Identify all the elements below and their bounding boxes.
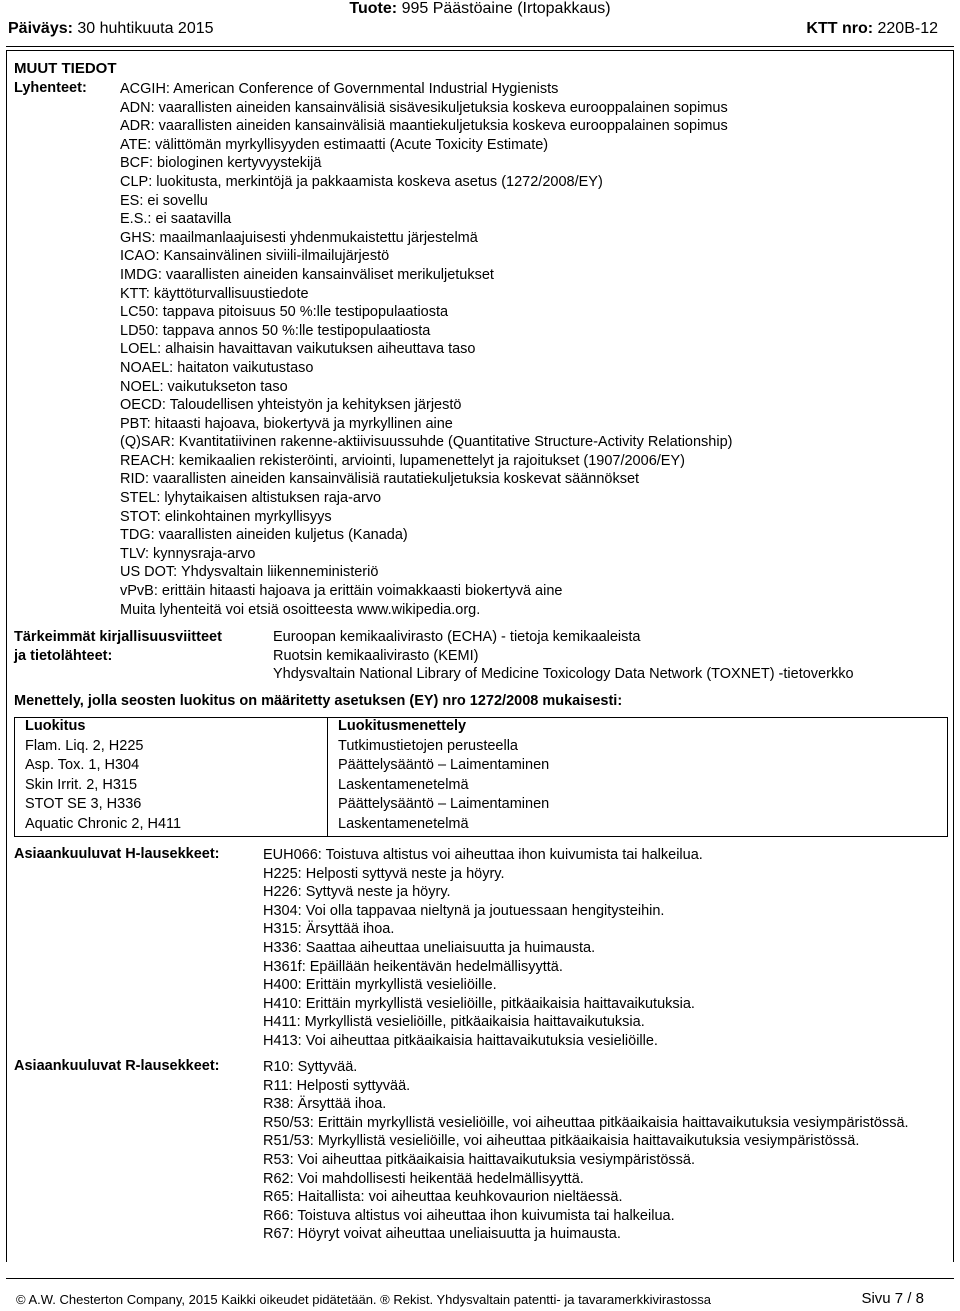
- h-statement: EUH066: Toistuva altistus voi aiheuttaa ihon kuivumista tai halkeilua.: [263, 847, 703, 863]
- table-header-procedure: Luokitusmenettely: [328, 718, 948, 738]
- date-value: 30 huhtikuuta 2015: [77, 20, 214, 37]
- abbreviation-item: vPvB: erittäin hitaasti hajoava ja erittäin voimakkaasti biokertyvä aine: [120, 583, 563, 600]
- h-statement: H225: Helposti syttyvä neste ja höyry.: [263, 865, 505, 882]
- product-value: 995 Päästöaine (Irtopakkaus): [401, 0, 611, 17]
- abbreviation-item: ATE: välittömän myrkyllisyyden estimaatti (Acute Toxicity Estimate): [120, 136, 549, 153]
- footer-copyright: © A.W. Chesterton Company, 2015 Kaikki oikeudet pidätetään. ® Rekist. Yhdysvaltain patentti- ja tavaramerkkivirastossa: [16, 1292, 712, 1307]
- h-statement: H400: Erittäin myrkyllistä vesieliöille.: [263, 977, 497, 994]
- abbreviation-item: ES: ei sovellu: [120, 192, 208, 209]
- h-statement: H411: Myrkyllistä vesieliöille, pitkäaikaisia haittavaikutuksia.: [263, 1014, 645, 1031]
- abbreviations-list: [120, 80, 732, 619]
- table-row: [15, 738, 948, 758]
- abbreviation-item: LOEL: alhaisin havaittavan vaikutuksen aiheuttava taso: [120, 341, 476, 358]
- abbreviation-item: NOAEL: haitaton vaikutustaso: [120, 359, 314, 376]
- literature-item: Yhdysvaltain National Library of Medicine Toxicology Data Network (TOXNET) -tietoverkko: [273, 666, 854, 683]
- classification-cell: STOT SE 3, H336: [15, 796, 328, 816]
- abbreviation-item: (Q)SAR: Kvantitatiivinen rakenne-aktiivisuussuhde (Quantitative Structure-Activity Relationship): [120, 434, 733, 451]
- r-statement: R11: Helposti syttyvää.: [263, 1077, 411, 1094]
- abbreviation-item: Muita lyhenteitä voi etsiä osoitteesta www.wikipedia.org.: [120, 601, 481, 618]
- literature-label: [14, 628, 222, 665]
- abbreviation-item: GHS: maailmanlaajuisesti yhdenmukaistettu järjestelmä: [120, 229, 478, 246]
- abbreviation-item: STEL: lyhytaikaisen altistuksen raja-arvo: [120, 490, 382, 507]
- r-statement: R50/53: Erittäin myrkyllistä vesieliöille, voi aiheuttaa pitkäaikaisia haittavaikutuksia vesiympäristössä.: [263, 1114, 909, 1131]
- h-statement: H413: Voi aiheuttaa pitkäaikaisia haittavaikutuksia vesieliöille.: [263, 1032, 658, 1049]
- h-statements-label: Asiaankuuluvat H-lausekkeet:: [14, 846, 220, 862]
- date-line: [8, 20, 214, 38]
- r-statement: R38: Ärsyttää ihoa.: [263, 1096, 387, 1113]
- abbreviation-item: ACGIH: American Conference of Governmental Industrial Hygienists: [120, 81, 559, 97]
- section-top-rule: [6, 50, 954, 51]
- abbreviation-item: RID: vaarallisten aineiden kansainvälisiä rautatiekuljetuksia koskevat säännökset: [120, 471, 640, 488]
- procedure-cell: Päättelysääntö – Laimentaminen: [328, 796, 948, 816]
- product-line: [0, 0, 960, 18]
- literature-item: Euroopan kemikaalivirasto (ECHA) - tietoja kemikaaleista: [273, 629, 641, 645]
- date-label: Päiväys:: [8, 20, 73, 37]
- ktt-value: 220B-12: [877, 20, 938, 37]
- h-statement: H410: Erittäin myrkyllistä vesieliöille, pitkäaikaisia haittavaikutuksia.: [263, 995, 695, 1012]
- abbreviation-item: IMDG: vaarallisten aineiden kansainväliset merikuljetukset: [120, 266, 494, 283]
- r-statement: R66: Toistuva altistus voi aiheuttaa ihon kuivumista tai halkeilua.: [263, 1207, 675, 1224]
- abbreviation-item: KTT: käyttöturvallisuustiedote: [120, 285, 309, 302]
- abbreviation-item: STOT: elinkohtainen myrkyllisyys: [120, 508, 332, 525]
- r-statement: R53: Voi aiheuttaa pitkäaikaisia haittavaikutuksia vesiympäristössä.: [263, 1151, 696, 1168]
- abbreviations-label: Lyhenteet:: [14, 80, 87, 96]
- page-number: Sivu 7 / 8: [861, 1290, 924, 1307]
- section-right-border: [953, 50, 954, 1262]
- ktt-line: [806, 20, 938, 38]
- abbreviation-item: ICAO: Kansainvälinen siviili-ilmailujärjestö: [120, 248, 390, 265]
- literature-list: [273, 628, 854, 684]
- h-statement: H361f: Epäillään heikentävän hedelmällisyyttä.: [263, 958, 563, 975]
- r-statements-list: [263, 1058, 943, 1244]
- procedure-cell: Laskentamenetelmä: [328, 816, 948, 836]
- classification-cell: Asp. Tox. 1, H304: [15, 757, 328, 777]
- literature-item: Ruotsin kemikaalivirasto (KEMI): [273, 647, 479, 664]
- procedure-cell: Päättelysääntö – Laimentaminen: [328, 757, 948, 777]
- product-label: Tuote:: [349, 0, 398, 17]
- classification-cell: Skin Irrit. 2, H315: [15, 777, 328, 797]
- h-statements-list: [263, 846, 703, 1051]
- h-statement: H336: Saattaa aiheuttaa uneliaisuutta ja huimausta.: [263, 939, 596, 956]
- table-row: [15, 796, 948, 816]
- method-title: Menettely, jolla seosten luokitus on määritetty asetuksen (EY) nro 1272/2008 mukaisesti:: [14, 693, 623, 709]
- r-statement: R65: Haitallista: voi aiheuttaa keuhkovaurion nieltäessä.: [263, 1189, 623, 1206]
- classification-table: [14, 717, 948, 837]
- abbreviation-item: ADN: vaarallisten aineiden kansainvälisiä sisävesikuljetuksia koskeva eurooppalainen sopimus: [120, 99, 728, 116]
- section-title: MUUT TIEDOT: [14, 60, 117, 77]
- abbreviation-item: TLV: kynnysraja-arvo: [120, 545, 256, 562]
- abbreviation-item: NOEL: vaikutukseton taso: [120, 378, 288, 395]
- abbreviation-item: US DOT: Yhdysvaltain liikenneministeriö: [120, 564, 379, 581]
- ktt-label: KTT nro:: [806, 20, 874, 37]
- abbreviation-item: TDG: vaarallisten aineiden kuljetus (Kanada): [120, 527, 408, 544]
- abbreviation-item: OECD: Taloudellisen yhteistyön ja kehityksen järjestö: [120, 397, 462, 414]
- page-header: [0, 0, 960, 44]
- r-statement: R67: Höyryt voivat aiheuttaa uneliaisuutta ja huimausta.: [263, 1226, 621, 1243]
- abbreviation-item: ADR: vaarallisten aineiden kansainvälisiä maantiekuljetuksia koskeva eurooppalainen sopimus: [120, 118, 728, 135]
- abbreviation-item: E.S.: ei saatavilla: [120, 211, 232, 228]
- h-statement: H226: Syttyvä neste ja höyry.: [263, 884, 451, 901]
- abbreviation-item: LC50: tappava pitoisuus 50 %:lle testipopulaatiosta: [120, 304, 449, 321]
- r-statement: R51/53: Myrkyllistä vesieliöille, voi aiheuttaa pitkäaikaisia haittavaikutuksia vesiympäristössä.: [263, 1133, 860, 1150]
- table-header-row: [15, 718, 948, 738]
- procedure-cell: Laskentamenetelmä: [328, 777, 948, 797]
- abbreviation-item: BCF: biologinen kertyvyystekijä: [120, 155, 322, 172]
- h-statement: H304: Voi olla tappavaa nieltynä ja joutuessaan hengitysteihin.: [263, 902, 665, 919]
- abbreviation-item: LD50: tappava annos 50 %:lle testipopulaatiosta: [120, 322, 431, 339]
- classification-cell: Aquatic Chronic 2, H411: [15, 816, 328, 836]
- table-row: [15, 816, 948, 836]
- procedure-cell: Tutkimustietojen perusteella: [328, 738, 948, 758]
- header-rule: [6, 46, 954, 47]
- abbreviation-item: REACH: kemikaalien rekisteröinti, arviointi, lupamenettelyt ja rajoitukset (1907/2006/EY): [120, 452, 685, 469]
- literature-label-line2: ja tietolähteet:: [14, 647, 113, 664]
- h-statement: H315: Ärsyttää ihoa.: [263, 921, 395, 938]
- table-header-classification: Luokitus: [15, 718, 328, 738]
- r-statement: R10: Syttyvää.: [263, 1059, 358, 1075]
- classification-cell: Flam. Liq. 2, H225: [15, 738, 328, 758]
- literature-label-line1: Tärkeimmät kirjallisuusviitteet: [14, 629, 222, 645]
- abbreviation-item: CLP: luokitusta, merkintöjä ja pakkaamista koskeva asetus (1272/2008/EY): [120, 173, 603, 190]
- r-statements-label: Asiaankuuluvat R-lausekkeet:: [14, 1058, 220, 1074]
- table-row: [15, 757, 948, 777]
- abbreviation-item: PBT: hitaasti hajoava, biokertyvä ja myrkyllinen aine: [120, 415, 453, 432]
- footer-rule: [6, 1278, 954, 1279]
- section-left-border: [6, 50, 7, 1262]
- r-statement: R62: Voi mahdollisesti heikentää hedelmällisyyttä.: [263, 1170, 584, 1187]
- table-row: [15, 777, 948, 797]
